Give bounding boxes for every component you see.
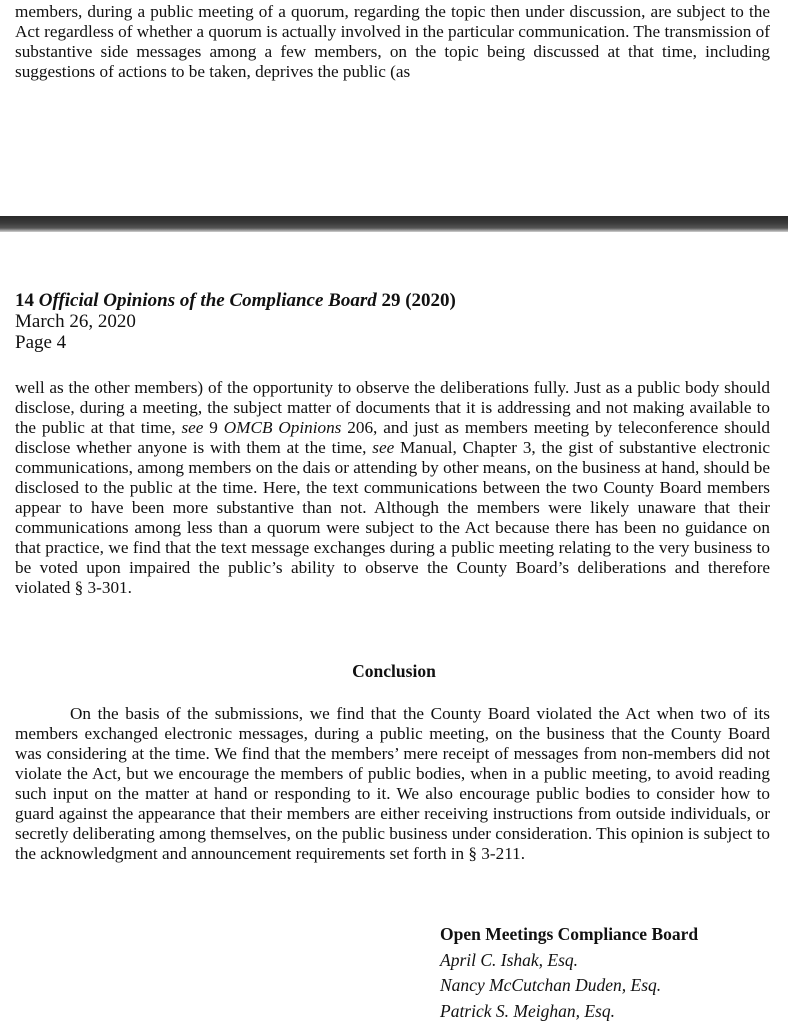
body-text-2: 9 — [203, 418, 224, 437]
page-break-divider — [0, 216, 788, 232]
signature-organization: Open Meetings Compliance Board — [440, 924, 699, 944]
publication-title: Official Opinions of the Compliance Board — [38, 290, 377, 311]
body-paragraph — [15, 378, 770, 598]
signature-block — [440, 922, 698, 1024]
signature-member: Nancy McCutchan Duden, Esq. — [440, 975, 662, 995]
conclusion-paragraph: On the basis of the submissions, we find that the County Board violated the Act when two of its members exchanged electronic messages, during a public meeting, on the business that the County Board was considering at the time. We find that the members’ mere receipt of messages from non-members did not violate the Act, but we encourage the members of public bodies, when in a public meeting, to avoid reading such input on the matter at hand or responding to it. We also encourage public bodies to consider how to guard against the appearance that their members are either receiving instructions from outside individuals, or secretly deliberating among themselves, on the public business under consideration. This opinion is subject to the acknowledgment and announcement requirements set forth in § 3-211. — [15, 704, 770, 863]
previous-page-paragraph: members, during a public meeting of a quorum, regarding the topic then under discussion, are subject to the Act regardless of whether a quorum is actually involved in the particular communication. The transmission of substantive side messages among a few members, on the topic being discussed at that time, including suggestions of actions to be taken, deprives the public (as — [15, 2, 770, 81]
volume-number: 14 — [15, 290, 39, 311]
body-text-1: well as the other members) of the opportunity to observe the deliberations fully. Just as a public body should disclose, during a meeting, the subject matter of documents that it is addressing and not making available to the public at that time, — [15, 378, 770, 437]
body-omcb-citation: OMCB Opinions — [223, 418, 342, 437]
signature-member: April C. Ishak, Esq. — [440, 949, 579, 970]
opinion-date: March 26, 2020 — [15, 311, 136, 332]
publication-citation — [15, 290, 456, 311]
citation-number: 29 (2020) — [376, 290, 456, 311]
page-number: Page 4 — [15, 332, 67, 353]
body-see-2: see — [372, 438, 395, 457]
page-header — [15, 290, 456, 353]
body-see-1: see — [181, 418, 204, 437]
body-text-3: 206, and just as members meeting by teleconference should disclose whether anyone is with them at the time, — [15, 418, 770, 457]
conclusion-heading: Conclusion — [352, 661, 436, 681]
signature-member: Patrick S. Meighan, Esq. — [440, 1000, 615, 1021]
body-text-4: Manual, Chapter 3, the gist of substantive electronic communications, among members on the dais or attending by other means, on the business at hand, should be disclosed to the public at the time. Here, the text communications between the two County Board members appear to have been more substantive than not. Although the members were likely unaware that their communications among less than a quorum were subject to the Act because there has been no guidance on that practice, we find that the text message exchanges during a public meeting relating to the very business to be voted upon impaired the public’s ability to observe the County Board’s deliberations and therefore violated § 3-301. — [15, 438, 770, 597]
